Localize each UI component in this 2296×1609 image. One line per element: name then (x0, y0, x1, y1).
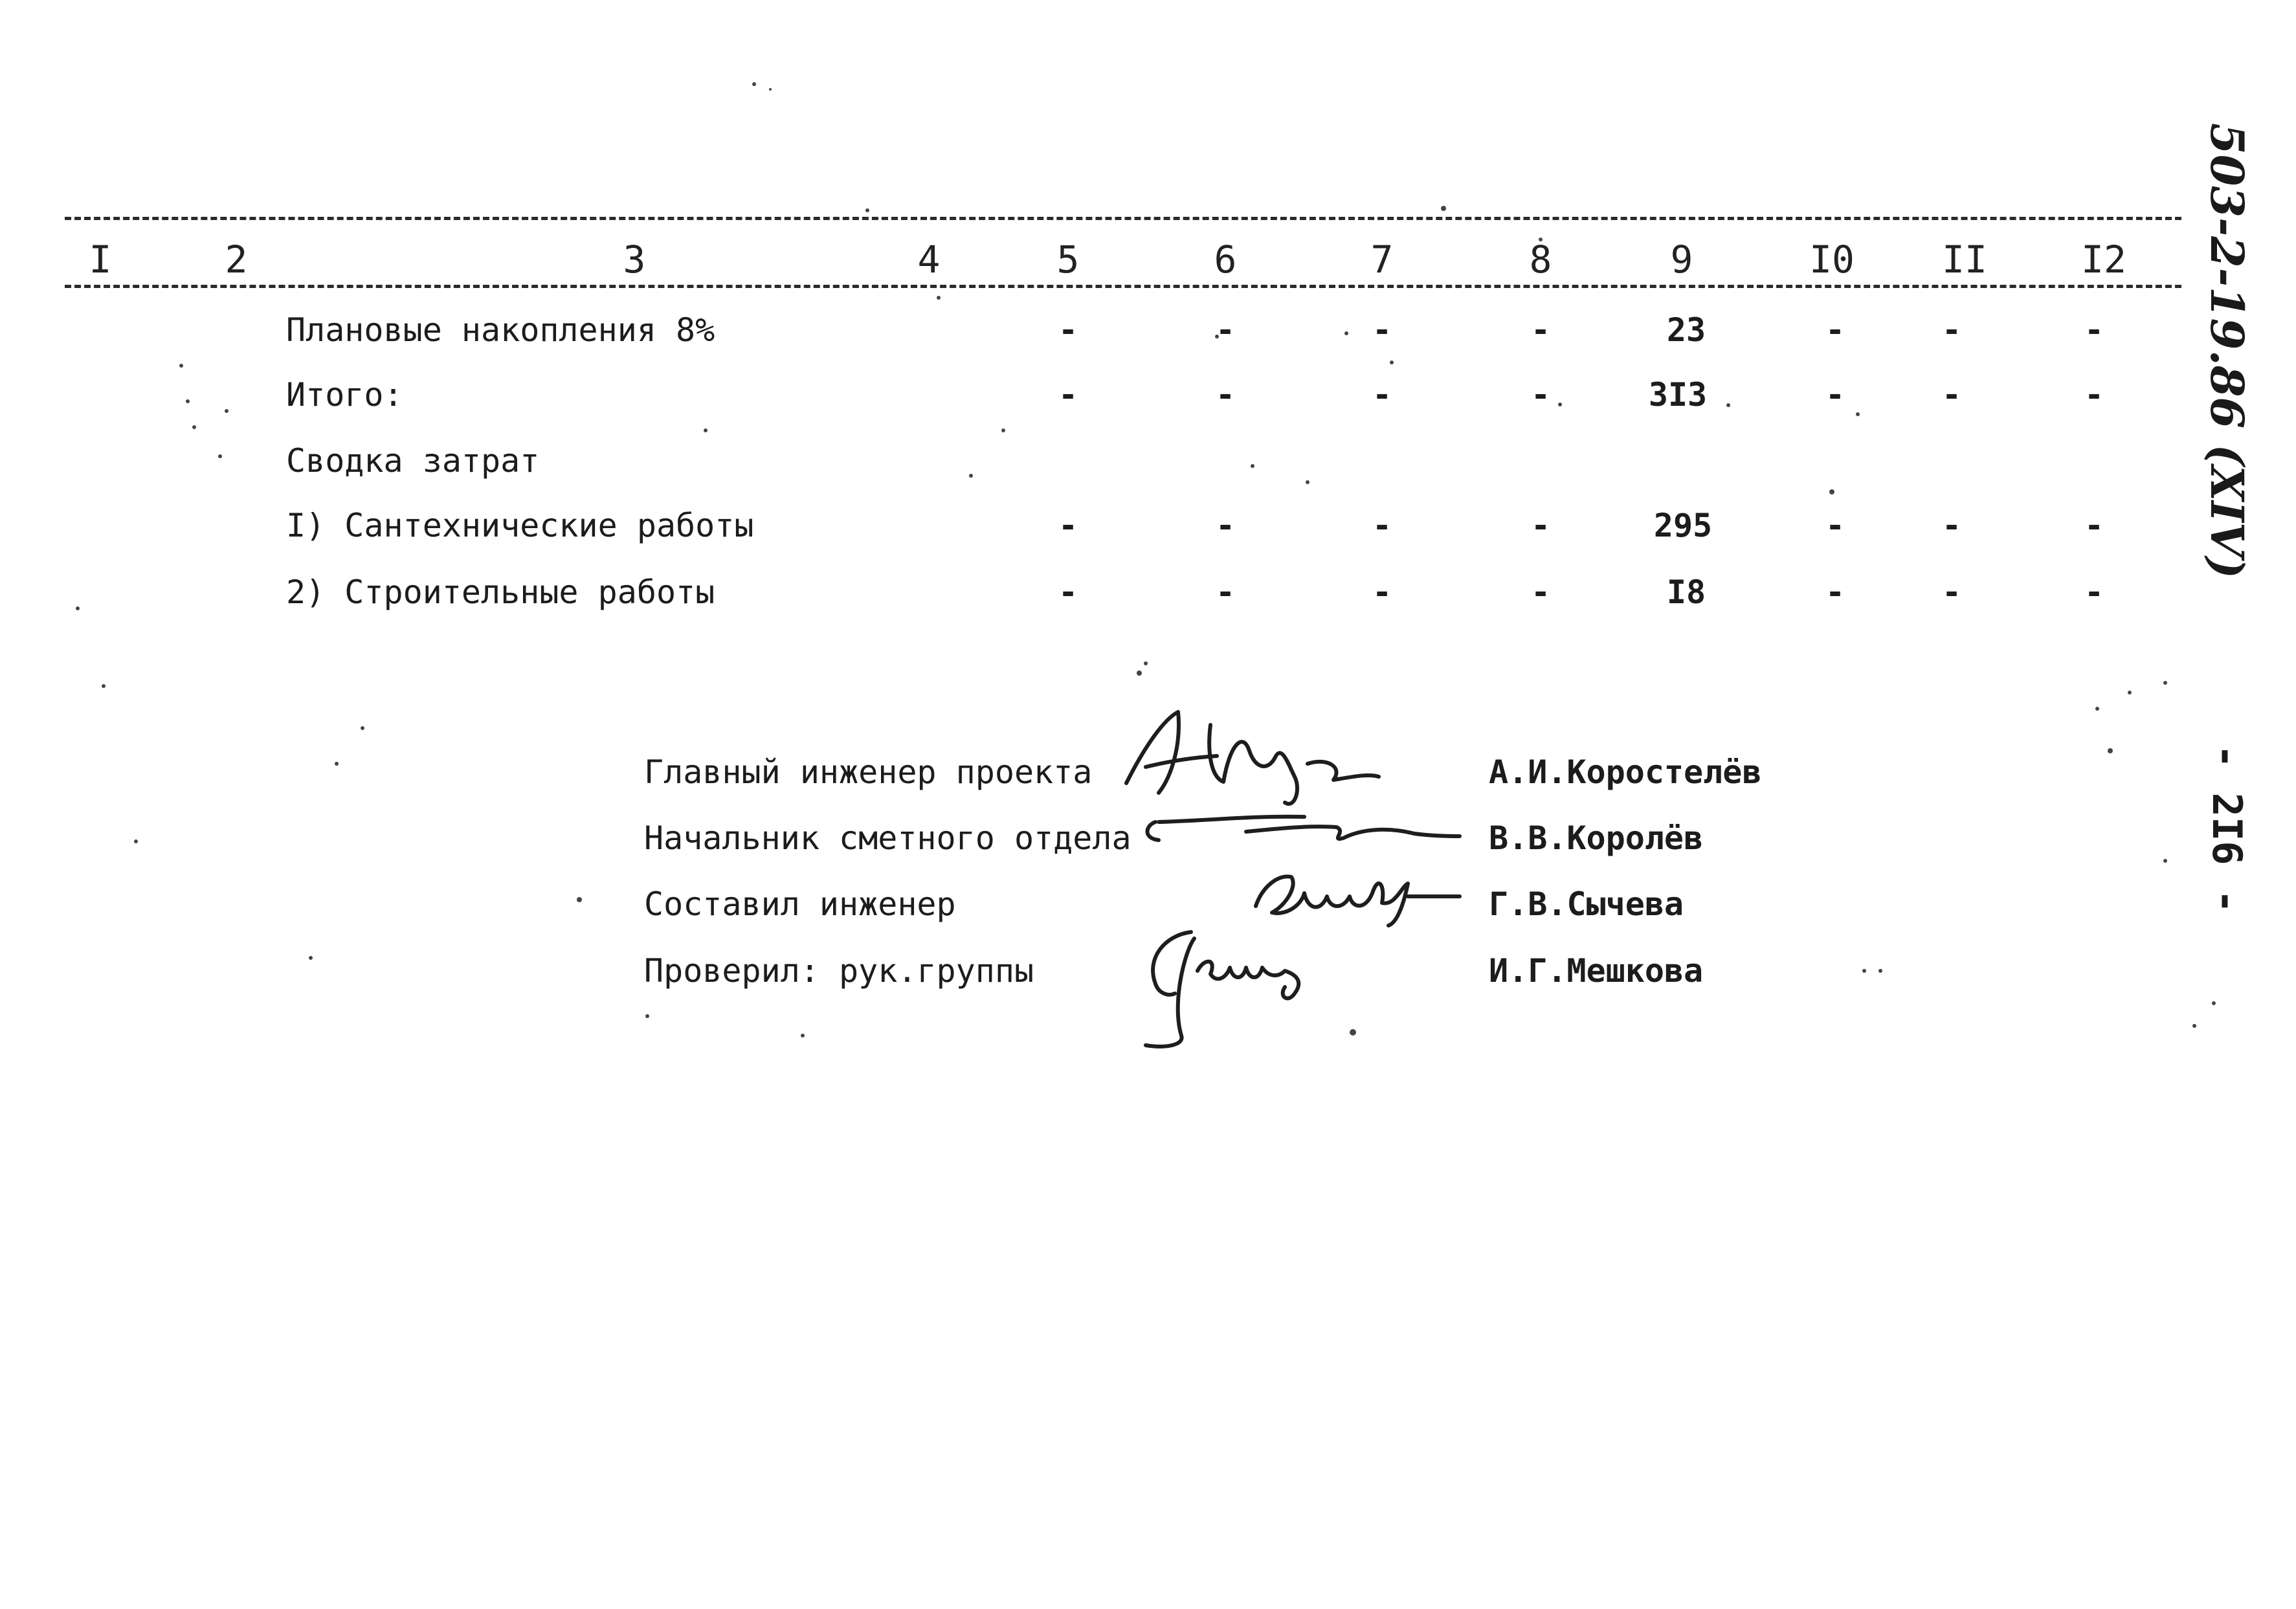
cell-col-9: 295 (1653, 507, 1713, 544)
cell-col-10: - (1825, 376, 1845, 414)
cell-col-5: - (1058, 311, 1078, 349)
cell-col-11: - (1941, 573, 1962, 611)
cell-col-10: - (1825, 311, 1845, 349)
row-label: Плановые накопления 8% (286, 311, 715, 349)
column-header-5: 5 (1056, 238, 1080, 282)
cell-col-8: - (1530, 311, 1551, 349)
column-header-2: 2 (225, 238, 248, 282)
handwritten-signature (1120, 705, 1424, 816)
cell-col-12: - (2084, 376, 2104, 414)
handwritten-signature (1120, 913, 1379, 1055)
signatory-title: Составил инженер (644, 885, 956, 923)
column-header-1: I (89, 238, 112, 282)
cell-col-5: - (1058, 507, 1078, 544)
cell-col-7: - (1372, 311, 1392, 349)
cell-col-12: - (2084, 507, 2104, 544)
row-label: Итого: (286, 376, 403, 414)
cell-col-10: - (1825, 507, 1845, 544)
cell-col-12: - (2084, 311, 2104, 349)
row-label: I) Сантехнические работы (286, 507, 754, 544)
column-header-3: 3 (623, 238, 646, 282)
row-label: Сводка затрат (286, 442, 540, 480)
signatory-title: Главный инженер проекта (644, 753, 1093, 791)
page-number-margin: - 2I6 - (2203, 744, 2251, 914)
cell-col-8: - (1530, 376, 1551, 414)
signatory-name: А.И.Коростелёв (1489, 753, 1762, 791)
column-header-4: 4 (917, 238, 941, 282)
cell-col-11: - (1941, 507, 1962, 544)
row-label: 2) Строительные работы (286, 573, 715, 611)
cell-col-8: - (1530, 507, 1551, 544)
column-header-10: I0 (1809, 238, 1855, 282)
cell-col-7: - (1372, 507, 1392, 544)
cell-col-9: 3I3 (1648, 376, 1708, 414)
cell-col-6: - (1215, 573, 1236, 611)
signatory-title: Начальник сметного отдела (644, 819, 1131, 857)
signatory-title: Проверил: рук.группы (644, 952, 1034, 990)
cell-col-6: - (1215, 376, 1236, 414)
cell-col-12: - (2084, 573, 2104, 611)
column-header-12: I2 (2081, 238, 2126, 282)
cell-col-8: - (1530, 573, 1551, 611)
cell-col-5: - (1058, 376, 1078, 414)
cell-col-10: - (1825, 573, 1845, 611)
signatory-name: В.В.Королёв (1489, 819, 1704, 857)
cell-col-9: I8 (1666, 573, 1706, 611)
cell-col-6: - (1215, 311, 1236, 349)
cell-col-6: - (1215, 507, 1236, 544)
table-top-rule (65, 217, 2181, 220)
column-header-7: 7 (1370, 238, 1394, 282)
table-header-rule (65, 285, 2181, 288)
signatory-name: Г.В.Сычева (1489, 885, 1684, 923)
project-code-margin: 503-2-19.86 (XIV) (2200, 123, 2254, 579)
column-header-11: II (1942, 238, 1987, 282)
cell-col-7: - (1372, 573, 1392, 611)
cell-col-7: - (1372, 376, 1392, 414)
column-header-8: 8 (1529, 238, 1552, 282)
cell-col-9: 23 (1666, 311, 1706, 349)
column-header-6: 6 (1214, 238, 1237, 282)
handwritten-signature (1130, 803, 1466, 854)
cell-col-11: - (1941, 311, 1962, 349)
column-header-9: 9 (1670, 238, 1693, 282)
cell-col-5: - (1058, 573, 1078, 611)
cell-col-11: - (1941, 376, 1962, 414)
signatory-name: И.Г.Мешкова (1489, 952, 1704, 990)
